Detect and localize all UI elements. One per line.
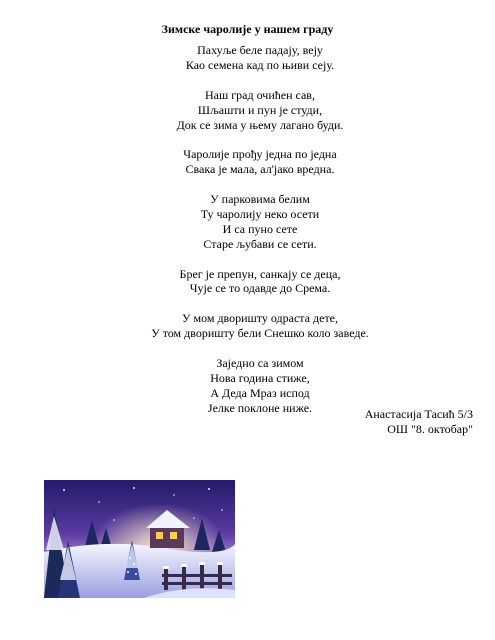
poem-line: Наш град очићен сав, <box>205 87 315 102</box>
poem-line: Јелке поклоне ниже. <box>207 400 313 415</box>
poem-line: Као семена кад по њиви сеју. <box>185 57 335 72</box>
author-signature <box>365 407 473 437</box>
poem-line: У том дворишту бели Снешко коло заведе. <box>151 326 369 341</box>
poem-line: Свака је мала, ал'јако вредна. <box>185 162 335 177</box>
author-name: Анастасија Тасић 5/3 <box>364 407 473 421</box>
poem-line: Чује се то одавде до Срема. <box>189 281 331 296</box>
poem-line: Заједно са зимом <box>216 355 304 370</box>
poem-line: У мом дворишту одраста дете, <box>181 311 339 326</box>
stanza <box>0 192 495 252</box>
stanza <box>0 267 495 297</box>
poem-line: И са пуно сете <box>222 221 298 236</box>
stanza <box>0 88 495 133</box>
stanza <box>0 311 495 341</box>
author-school: ОШ "8. октобар" <box>387 421 473 436</box>
stanza <box>0 43 495 73</box>
poem-line: Пахуље беле падају, вeју <box>197 43 323 57</box>
stanza <box>0 147 495 177</box>
poem-title: Зимске чаролије у нашем граду <box>161 22 334 36</box>
poem-line: Нова година стиже, <box>210 370 310 385</box>
poem-line: Брег је препун, санкају се деца, <box>179 266 341 281</box>
poem-line: А Деда Мраз испод <box>210 385 310 400</box>
poem-line: Шљашти и пун је студи, <box>197 102 323 117</box>
poem-line: Чаролије прођу једна по једна <box>183 147 337 162</box>
poem-line: Старе љубави се сети. <box>203 236 317 251</box>
poem-line: Ту чаролију неко осети <box>200 206 320 221</box>
winter-illustration <box>44 480 235 598</box>
poem-body <box>0 43 495 430</box>
poem-line: Док се зима у њему лагано буди. <box>176 117 344 132</box>
poem-line: У парковима белим <box>210 192 310 207</box>
